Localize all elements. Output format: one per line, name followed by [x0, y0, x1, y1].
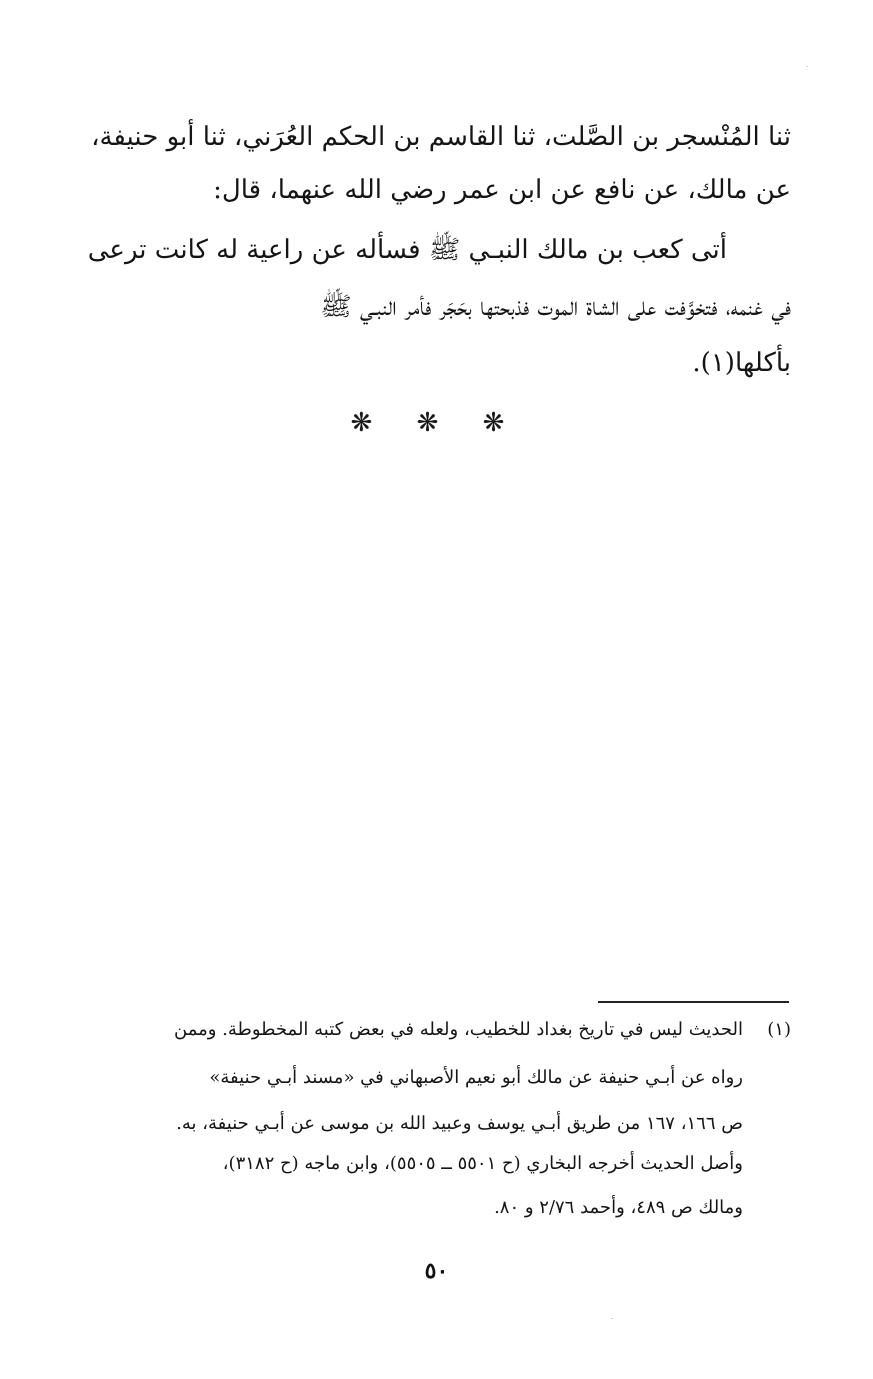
body-text-line: عن مالك، عن نافع عن ابن عمر رضي الله عنهما، قال:: [213, 175, 791, 205]
body-text-line: ثنا المُنْسجر بن الصَّلت، ثنا القاسم بن الحكم العُرَني، ثنا أبو حنيفة،: [91, 122, 791, 152]
footnote-line: ومالك ص ٤٨٩، وأحمد ٢/٧٦ و ٨٠.: [494, 1197, 743, 1218]
body-text-line: أتى كعب بن مالك النبـي ﷺ فسأله عن راعية له كانت ترعى: [87, 235, 727, 265]
footnote-number: (١): [767, 1019, 791, 1040]
body-text-line: في غنمه، فتخوَّفت على الشاة الموت فذبحتها بحَجَر فأمر النبـي ﷺ: [320, 292, 791, 322]
footnote-line: رواه عن أبـي حنيفة عن مالك أبو نعيم الأصبهاني في «مسند أبـي حنيفة»: [209, 1067, 743, 1088]
footnote-line: الحديث ليس في تاريخ بغداد للخطيب، ولعله في بعض كتبه المخطوطة. وممن: [174, 1019, 743, 1040]
section-separator: ❋ ❋ ❋: [350, 408, 523, 438]
footnote-rule: [598, 1001, 789, 1003]
scan-speck: [611, 1318, 613, 1319]
body-text-line: بأكلها(١).: [692, 348, 791, 378]
footnote-line: ص ١٦٦، ١٦٧ من طريق أبـي يوسف وعبيد الله بن موسى عن أبـي حنيفة، به.: [176, 1113, 743, 1134]
footnote-line: وأصل الحديث أخرجه البخاري (ح ٥٥٠١ ــ ٥٥٠٥)، وابن ماجه (ح ٣١٨٢)،: [222, 1153, 743, 1174]
scan-speck: [806, 66, 808, 67]
page-number: ٥٠: [424, 1258, 449, 1284]
